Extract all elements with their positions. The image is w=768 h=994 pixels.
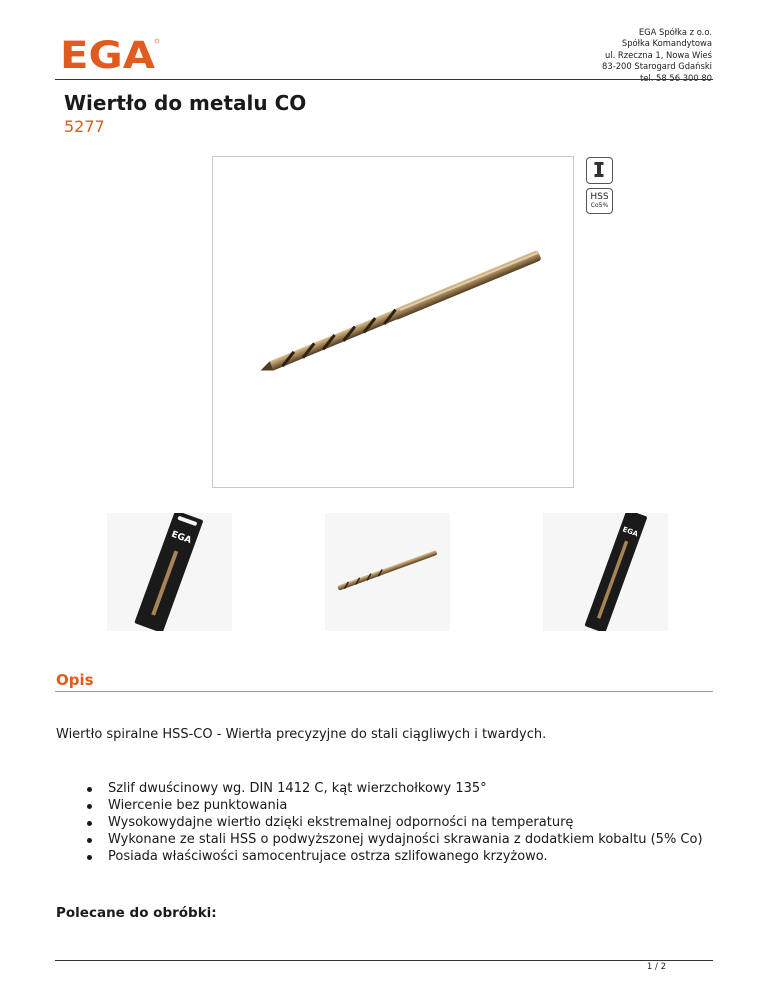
product-title: Wiertło do metalu CO: [64, 91, 307, 115]
pack-logo-text-2: EGA: [621, 525, 640, 539]
feature-item: Posiada właściwości samocentrujace ostrza szlifowanego krzyżowo.: [108, 848, 728, 865]
drill-bit-thumbnail-image: [325, 513, 450, 631]
feature-item: Wiercenie bez punktowania: [108, 797, 728, 814]
page-number: 1 / 2: [646, 962, 666, 972]
packaged-drill-image-2: [543, 513, 668, 631]
cobalt-label: Co5%: [590, 202, 609, 209]
feature-item: Wykonane ze stali HSS o podwyższonej wydajności skrawania z dodatkiem kobaltu (5% Co): [108, 831, 728, 848]
logo-text: EGA: [60, 37, 156, 71]
description-intro: Wiertło spiralne HSS-CO - Wiertła precyzyjne do stali ciągliwych i twardych.: [56, 727, 547, 742]
feature-list: [80, 780, 728, 865]
company-info: [602, 27, 712, 84]
pack-logo-text: EGA: [169, 529, 193, 547]
company-line: tel. 58 56 300 80: [639, 72, 712, 83]
ega-logo: [60, 37, 160, 71]
thumbnail-packaging-1[interactable]: [107, 513, 232, 631]
company-line: ul. Rzeczna 1, Nowa Wieś: [604, 49, 712, 60]
product-code: 5277: [64, 117, 105, 136]
feature-item: Wysokowydajne wiertło dzięki ekstremalnej odporności na temperaturę: [108, 814, 728, 831]
recommended-heading: Polecane do obróbki:: [56, 905, 217, 921]
company-line: Spółka Komandytowa: [621, 38, 712, 49]
company-line: EGA Spółka z o.o.: [638, 27, 712, 37]
thumbnail-drill[interactable]: [325, 513, 450, 631]
drill-bit-icon: [587, 158, 611, 182]
hss-co-badge: [586, 188, 613, 214]
drill-type-badge: [586, 157, 613, 184]
header-divider: [55, 79, 713, 80]
drill-bit-image: [213, 157, 573, 487]
company-line: 83-200 Starogard Gdański: [602, 61, 712, 72]
section-divider: [55, 691, 713, 692]
feature-item: Szlif dwuścinowy wg. DIN 1412 C, kąt wierzchołkowy 135°: [108, 780, 728, 797]
thumbnail-packaging-2[interactable]: [543, 513, 668, 631]
hss-label: HSS: [590, 192, 609, 202]
packaged-drill-image: [107, 513, 232, 631]
section-title-description: Opis: [56, 671, 94, 689]
main-product-image[interactable]: [212, 156, 574, 488]
footer-divider: [55, 960, 713, 961]
